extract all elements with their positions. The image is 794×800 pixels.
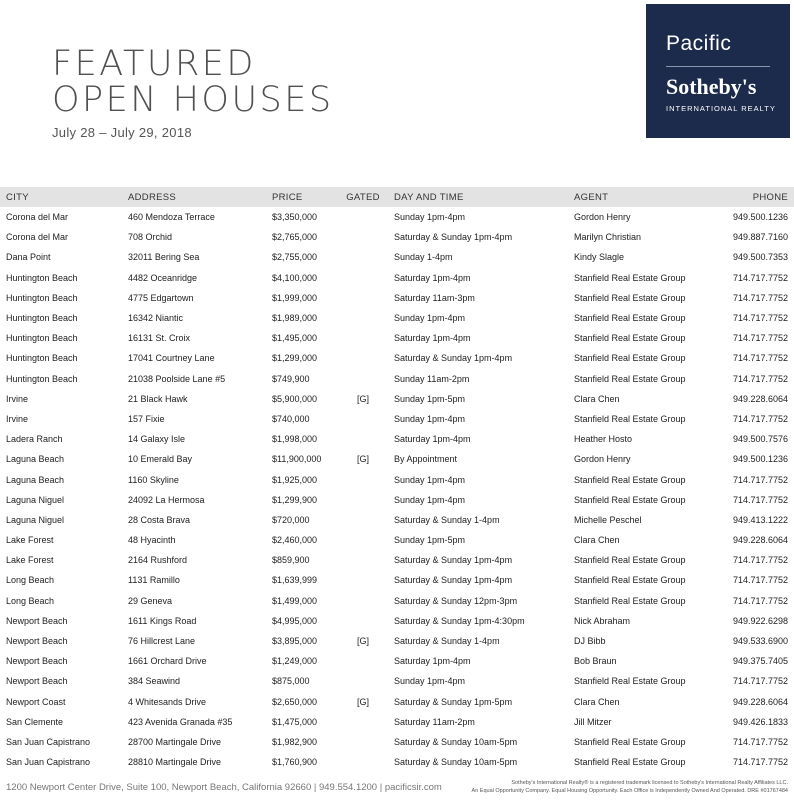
cell-agent: Stanfield Real Estate Group xyxy=(574,595,686,606)
cell-agent: Heather Hosto xyxy=(574,434,633,445)
cell-address: 29 Geneva xyxy=(128,595,173,606)
cell-agent: Michelle Peschel xyxy=(574,514,642,525)
cell-agent: Stanfield Real Estate Group xyxy=(574,413,686,424)
cell-address: 16131 St. Croix xyxy=(128,333,191,344)
cell-phone: 714.717.7752 xyxy=(732,474,788,485)
cell-city: Laguna Niguel xyxy=(6,514,65,525)
cell-phone: 949.413.1222 xyxy=(732,514,788,525)
logo-line1: Pacific xyxy=(666,32,732,55)
cell-price: $1,760,900 xyxy=(272,757,318,768)
cell-price: $1,299,000 xyxy=(272,353,318,364)
table-row xyxy=(0,510,794,530)
cell-day-time: Saturday 1pm-4pm xyxy=(394,272,471,283)
cell-price: $1,982,900 xyxy=(272,736,318,747)
cell-day-time: Saturday 1pm-4pm xyxy=(394,656,471,667)
cell-gated xyxy=(338,712,388,732)
table-header-row xyxy=(0,187,794,207)
cell-gated xyxy=(338,550,388,570)
cell-phone: 949.922.6298 xyxy=(732,615,788,626)
cell-city: Corona del Mar xyxy=(6,232,69,243)
cell-address: 32011 Bering Sea xyxy=(128,252,200,263)
cell-phone: 714.717.7752 xyxy=(732,353,788,364)
table-row xyxy=(0,631,794,651)
cell-price: $3,895,000 xyxy=(272,636,318,647)
cell-gated xyxy=(338,611,388,631)
cell-day-time: Saturday 1pm-4pm xyxy=(394,434,471,445)
table-row xyxy=(0,429,794,449)
cell-address: 4482 Oceanridge xyxy=(128,272,198,283)
cell-city: Huntington Beach xyxy=(6,313,78,324)
cell-price: $1,639,999 xyxy=(272,575,318,586)
cell-agent: Stanfield Real Estate Group xyxy=(574,575,686,586)
cell-gated xyxy=(338,732,388,752)
cell-day-time: Saturday & Sunday 1pm-5pm xyxy=(394,696,513,707)
cell-city: Huntington Beach xyxy=(6,292,78,303)
cell-price: $2,765,000 xyxy=(272,232,318,243)
cell-city: Laguna Niguel xyxy=(6,494,65,505)
column-header-phone: PHONE xyxy=(708,187,794,207)
cell-gated xyxy=(338,247,388,267)
logo-divider xyxy=(666,66,770,67)
cell-price: $4,995,000 xyxy=(272,615,318,626)
cell-gated xyxy=(338,490,388,510)
table-row xyxy=(0,348,794,368)
cell-city: Irvine xyxy=(6,413,29,424)
cell-agent: Stanfield Real Estate Group xyxy=(574,353,686,364)
cell-city: Lake Forest xyxy=(6,535,54,546)
cell-agent: Clara Chen xyxy=(574,535,620,546)
page-title-line1: FEATURED xyxy=(52,44,256,84)
cell-day-time: Sunday 1-4pm xyxy=(394,252,453,263)
cell-agent: Stanfield Real Estate Group xyxy=(574,474,686,485)
cell-day-time: Sunday 1pm-4pm xyxy=(394,474,466,485)
cell-address: 48 Hyacinth xyxy=(128,535,176,546)
cell-price: $5,900,000 xyxy=(272,393,318,404)
cell-price: $1,499,000 xyxy=(272,595,318,606)
cell-price: $1,999,000 xyxy=(272,292,318,303)
page-title xyxy=(52,46,334,118)
cell-address: 14 Galaxy Isle xyxy=(128,434,186,445)
cell-price: $11,900,000 xyxy=(272,454,322,465)
cell-price: $2,460,000 xyxy=(272,535,318,546)
cell-city: Corona del Mar xyxy=(6,212,69,223)
cell-agent: Stanfield Real Estate Group xyxy=(574,494,686,505)
cell-price: $720,000 xyxy=(272,514,310,525)
footer-legal-line2: An Equal Opportunity Company. Equal Housing Opportunity. Each Office is Independently Owned And Operated. DRE #01767484 xyxy=(471,788,788,794)
cell-phone: 714.717.7752 xyxy=(732,373,788,384)
cell-agent: Stanfield Real Estate Group xyxy=(574,676,686,687)
cell-address: 708 Orchid xyxy=(128,232,173,243)
table-row xyxy=(0,328,794,348)
cell-address: 423 Avenida Granada #35 xyxy=(128,716,233,727)
cell-price: $2,650,000 xyxy=(272,696,318,707)
table-row xyxy=(0,369,794,389)
cell-gated: [G] xyxy=(356,393,369,404)
table-row xyxy=(0,712,794,732)
cell-phone: 714.717.7752 xyxy=(732,313,788,324)
cell-day-time: Saturday & Sunday 10am-5pm xyxy=(394,757,518,768)
cell-address: 24092 La Hermosa xyxy=(128,494,205,505)
cell-price: $859,900 xyxy=(272,555,310,566)
cell-address: 2164 Rushford xyxy=(128,555,188,566)
logo-line3: INTERNATIONAL REALTY xyxy=(666,104,776,113)
table-row xyxy=(0,671,794,691)
cell-gated: [G] xyxy=(356,636,369,647)
column-header-price: PRICE xyxy=(266,187,338,207)
cell-phone: 949.500.7576 xyxy=(732,434,788,445)
cell-phone: 714.717.7752 xyxy=(732,676,788,687)
page-title-line2: OPEN HOUSES xyxy=(52,80,334,120)
cell-city: Newport Beach xyxy=(6,656,68,667)
table-row xyxy=(0,732,794,752)
cell-phone: 714.717.7752 xyxy=(732,575,788,586)
cell-price: $3,350,000 xyxy=(272,212,318,223)
cell-gated: [G] xyxy=(356,696,369,707)
cell-day-time: Sunday 1pm-4pm xyxy=(394,676,466,687)
cell-phone: 949.426.1833 xyxy=(732,716,788,727)
cell-phone: 714.717.7752 xyxy=(732,494,788,505)
cell-day-time: Saturday & Sunday 1pm-4pm xyxy=(394,232,513,243)
table-row xyxy=(0,651,794,671)
cell-day-time: Sunday 1pm-4pm xyxy=(394,494,466,505)
cell-gated: [G] xyxy=(356,454,369,465)
cell-price: $2,755,000 xyxy=(272,252,318,263)
cell-phone: 714.717.7752 xyxy=(732,272,788,283)
cell-day-time: Sunday 1pm-4pm xyxy=(394,313,466,324)
cell-city: Newport Beach xyxy=(6,676,68,687)
cell-phone: 714.717.7752 xyxy=(732,595,788,606)
cell-city: Laguna Beach xyxy=(6,454,65,465)
table-row xyxy=(0,389,794,409)
cell-phone: 714.717.7752 xyxy=(732,333,788,344)
cell-city: Newport Beach xyxy=(6,636,68,647)
cell-price: $1,495,000 xyxy=(272,333,318,344)
table-row xyxy=(0,611,794,631)
table-row xyxy=(0,268,794,288)
cell-agent: Clara Chen xyxy=(574,696,620,707)
cell-city: San Juan Capistrano xyxy=(6,757,91,768)
cell-address: 1160 Skyline xyxy=(128,474,179,485)
cell-gated xyxy=(338,369,388,389)
cell-agent: Jill Mitzer xyxy=(574,716,612,727)
cell-phone: 949.500.1236 xyxy=(732,212,788,223)
cell-phone: 714.717.7752 xyxy=(732,757,788,768)
table-row xyxy=(0,308,794,328)
table-row xyxy=(0,207,794,227)
cell-day-time: Saturday & Sunday 1-4pm xyxy=(394,636,500,647)
cell-agent: Stanfield Real Estate Group xyxy=(574,555,686,566)
cell-gated xyxy=(338,328,388,348)
cell-address: 1131 Ramillo xyxy=(128,575,180,586)
table-row xyxy=(0,692,794,712)
table-row xyxy=(0,550,794,570)
column-header-agent: AGENT xyxy=(568,187,708,207)
cell-gated xyxy=(338,510,388,530)
cell-city: Huntington Beach xyxy=(6,353,78,364)
cell-address: 157 Fixie xyxy=(128,413,165,424)
column-header-day-time: DAY AND TIME xyxy=(388,187,568,207)
cell-phone: 949.500.1236 xyxy=(732,454,788,465)
table-row xyxy=(0,449,794,469)
cell-day-time: Saturday & Sunday 1pm-4pm xyxy=(394,353,513,364)
cell-day-time: Saturday & Sunday 12pm-3pm xyxy=(394,595,518,606)
cell-phone: 714.717.7752 xyxy=(732,292,788,303)
cell-address: 10 Emerald Bay xyxy=(128,454,193,465)
cell-city: Long Beach xyxy=(6,575,55,586)
column-header-address: ADDRESS xyxy=(122,187,266,207)
cell-city: Ladera Ranch xyxy=(6,434,63,445)
cell-phone: 714.717.7752 xyxy=(732,555,788,566)
cell-day-time: Sunday 11am-2pm xyxy=(394,373,470,384)
cell-city: Laguna Beach xyxy=(6,474,65,485)
cell-gated xyxy=(338,288,388,308)
footer-legal-line1: Sotheby's International Realty® is a registered trademark licensed to Sotheby's International Realty Affiliates LLC. xyxy=(511,780,788,786)
table-row xyxy=(0,530,794,550)
cell-gated xyxy=(338,671,388,691)
column-header-city: CITY xyxy=(0,187,122,207)
cell-agent: Stanfield Real Estate Group xyxy=(574,313,686,324)
cell-address: 384 Seawind xyxy=(128,676,181,687)
cell-address: 21038 Poolside Lane #5 xyxy=(128,373,226,384)
cell-phone: 949.500.7353 xyxy=(732,252,788,263)
cell-day-time: Sunday 1pm-4pm xyxy=(394,413,466,424)
cell-city: Long Beach xyxy=(6,595,55,606)
cell-agent: Stanfield Real Estate Group xyxy=(574,736,686,747)
cell-agent: Bob Braun xyxy=(574,656,617,667)
cell-gated xyxy=(338,348,388,368)
cell-gated xyxy=(338,268,388,288)
cell-address: 28 Costa Brava xyxy=(128,514,191,525)
cell-agent: Kindy Slagle xyxy=(574,252,625,263)
cell-day-time: Saturday 11am-3pm xyxy=(394,292,475,303)
cell-address: 28810 Martingale Drive xyxy=(128,757,222,768)
cell-city: Irvine xyxy=(6,393,29,404)
cell-phone: 949.887.7160 xyxy=(732,232,788,243)
cell-price: $1,475,000 xyxy=(272,716,318,727)
cell-phone: 949.228.6064 xyxy=(732,535,788,546)
cell-agent: Gordon Henry xyxy=(574,454,631,465)
logo-line2: Sotheby's xyxy=(666,74,757,99)
cell-gated xyxy=(338,591,388,611)
cell-gated xyxy=(338,752,388,772)
cell-day-time: Sunday 1pm-5pm xyxy=(394,535,466,546)
cell-city: Huntington Beach xyxy=(6,272,78,283)
cell-gated xyxy=(338,469,388,489)
cell-agent: DJ Bibb xyxy=(574,636,606,647)
column-header-gated: GATED xyxy=(338,187,388,207)
table-row xyxy=(0,469,794,489)
cell-price: $1,299,900 xyxy=(272,494,318,505)
cell-gated xyxy=(338,429,388,449)
cell-phone: 714.717.7752 xyxy=(732,413,788,424)
cell-day-time: Saturday & Sunday 1-4pm xyxy=(394,514,500,525)
cell-agent: Marilyn Christian xyxy=(574,232,642,243)
cell-day-time: Sunday 1pm-5pm xyxy=(394,393,466,404)
cell-address: 28700 Martingale Drive xyxy=(128,736,222,747)
footer-legal xyxy=(468,779,788,795)
cell-address: 460 Mendoza Terrace xyxy=(128,212,215,223)
cell-day-time: Saturday & Sunday 10am-5pm xyxy=(394,736,518,747)
cell-agent: Stanfield Real Estate Group xyxy=(574,272,686,283)
table-row xyxy=(0,591,794,611)
cell-address: 16342 Niantic xyxy=(128,313,184,324)
cell-city: Huntington Beach xyxy=(6,333,78,344)
table-row xyxy=(0,288,794,308)
cell-agent: Stanfield Real Estate Group xyxy=(574,373,686,384)
cell-agent: Stanfield Real Estate Group xyxy=(574,757,686,768)
cell-gated xyxy=(338,227,388,247)
open-houses-table xyxy=(0,187,794,772)
cell-gated xyxy=(338,409,388,429)
cell-address: 21 Black Hawk xyxy=(128,393,188,404)
cell-city: Lake Forest xyxy=(6,555,54,566)
cell-phone: 949.228.6064 xyxy=(732,696,788,707)
cell-day-time: Saturday & Sunday 1pm-4pm xyxy=(394,555,513,566)
cell-agent: Stanfield Real Estate Group xyxy=(574,292,686,303)
cell-day-time: Sunday 1pm-4pm xyxy=(394,212,466,223)
cell-city: Newport Beach xyxy=(6,615,68,626)
cell-address: 76 Hillcrest Lane xyxy=(128,636,196,647)
cell-price: $1,998,000 xyxy=(272,434,318,445)
cell-phone: 949.375.7405 xyxy=(732,656,788,667)
cell-phone: 949.533.6900 xyxy=(732,636,788,647)
cell-city: Dana Point xyxy=(6,252,51,263)
cell-city: San Juan Capistrano xyxy=(6,736,91,747)
table-row xyxy=(0,409,794,429)
cell-gated xyxy=(338,308,388,328)
cell-agent: Stanfield Real Estate Group xyxy=(574,333,686,344)
cell-gated xyxy=(338,651,388,671)
cell-day-time: By Appointment xyxy=(394,454,458,465)
cell-day-time: Saturday & Sunday 1pm-4:30pm xyxy=(394,615,525,626)
cell-price: $875,000 xyxy=(272,676,310,687)
cell-gated xyxy=(338,207,388,227)
cell-price: $1,989,000 xyxy=(272,313,318,324)
cell-agent: Gordon Henry xyxy=(574,212,631,223)
cell-address: 4775 Edgartown xyxy=(128,292,194,303)
cell-gated xyxy=(338,570,388,590)
cell-agent: Nick Abraham xyxy=(574,615,631,626)
cell-city: Huntington Beach xyxy=(6,373,78,384)
table-row xyxy=(0,227,794,247)
footer-address: 1200 Newport Center Drive, Suite 100, Newport Beach, California 92660 | 949.554.1200 | pacificsir.com xyxy=(6,782,442,793)
table-row xyxy=(0,490,794,510)
cell-price: $4,100,000 xyxy=(272,272,318,283)
cell-phone: 714.717.7752 xyxy=(732,736,788,747)
cell-address: 1661 Orchard Drive xyxy=(128,656,207,667)
cell-price: $740,000 xyxy=(272,413,310,424)
cell-city: Newport Coast xyxy=(6,696,66,707)
brand-logo xyxy=(646,4,790,138)
cell-day-time: Saturday & Sunday 1pm-4pm xyxy=(394,575,513,586)
cell-price: $1,249,000 xyxy=(272,656,318,667)
table-body xyxy=(0,207,794,772)
cell-address: 4 Whitesands Drive xyxy=(128,696,207,707)
cell-city: San Clemente xyxy=(6,716,64,727)
table-row xyxy=(0,247,794,267)
cell-price: $749,900 xyxy=(272,373,310,384)
cell-gated xyxy=(338,530,388,550)
cell-phone: 949.228.6064 xyxy=(732,393,788,404)
cell-address: 1611 Kings Road xyxy=(128,615,197,626)
cell-address: 17041 Courtney Lane xyxy=(128,353,215,364)
table-row xyxy=(0,570,794,590)
cell-price: $1,925,000 xyxy=(272,474,318,485)
cell-day-time: Saturday 11am-2pm xyxy=(394,716,475,727)
table-row xyxy=(0,752,794,772)
date-range: July 28 – July 29, 2018 xyxy=(52,125,192,140)
cell-agent: Clara Chen xyxy=(574,393,620,404)
cell-day-time: Saturday 1pm-4pm xyxy=(394,333,471,344)
